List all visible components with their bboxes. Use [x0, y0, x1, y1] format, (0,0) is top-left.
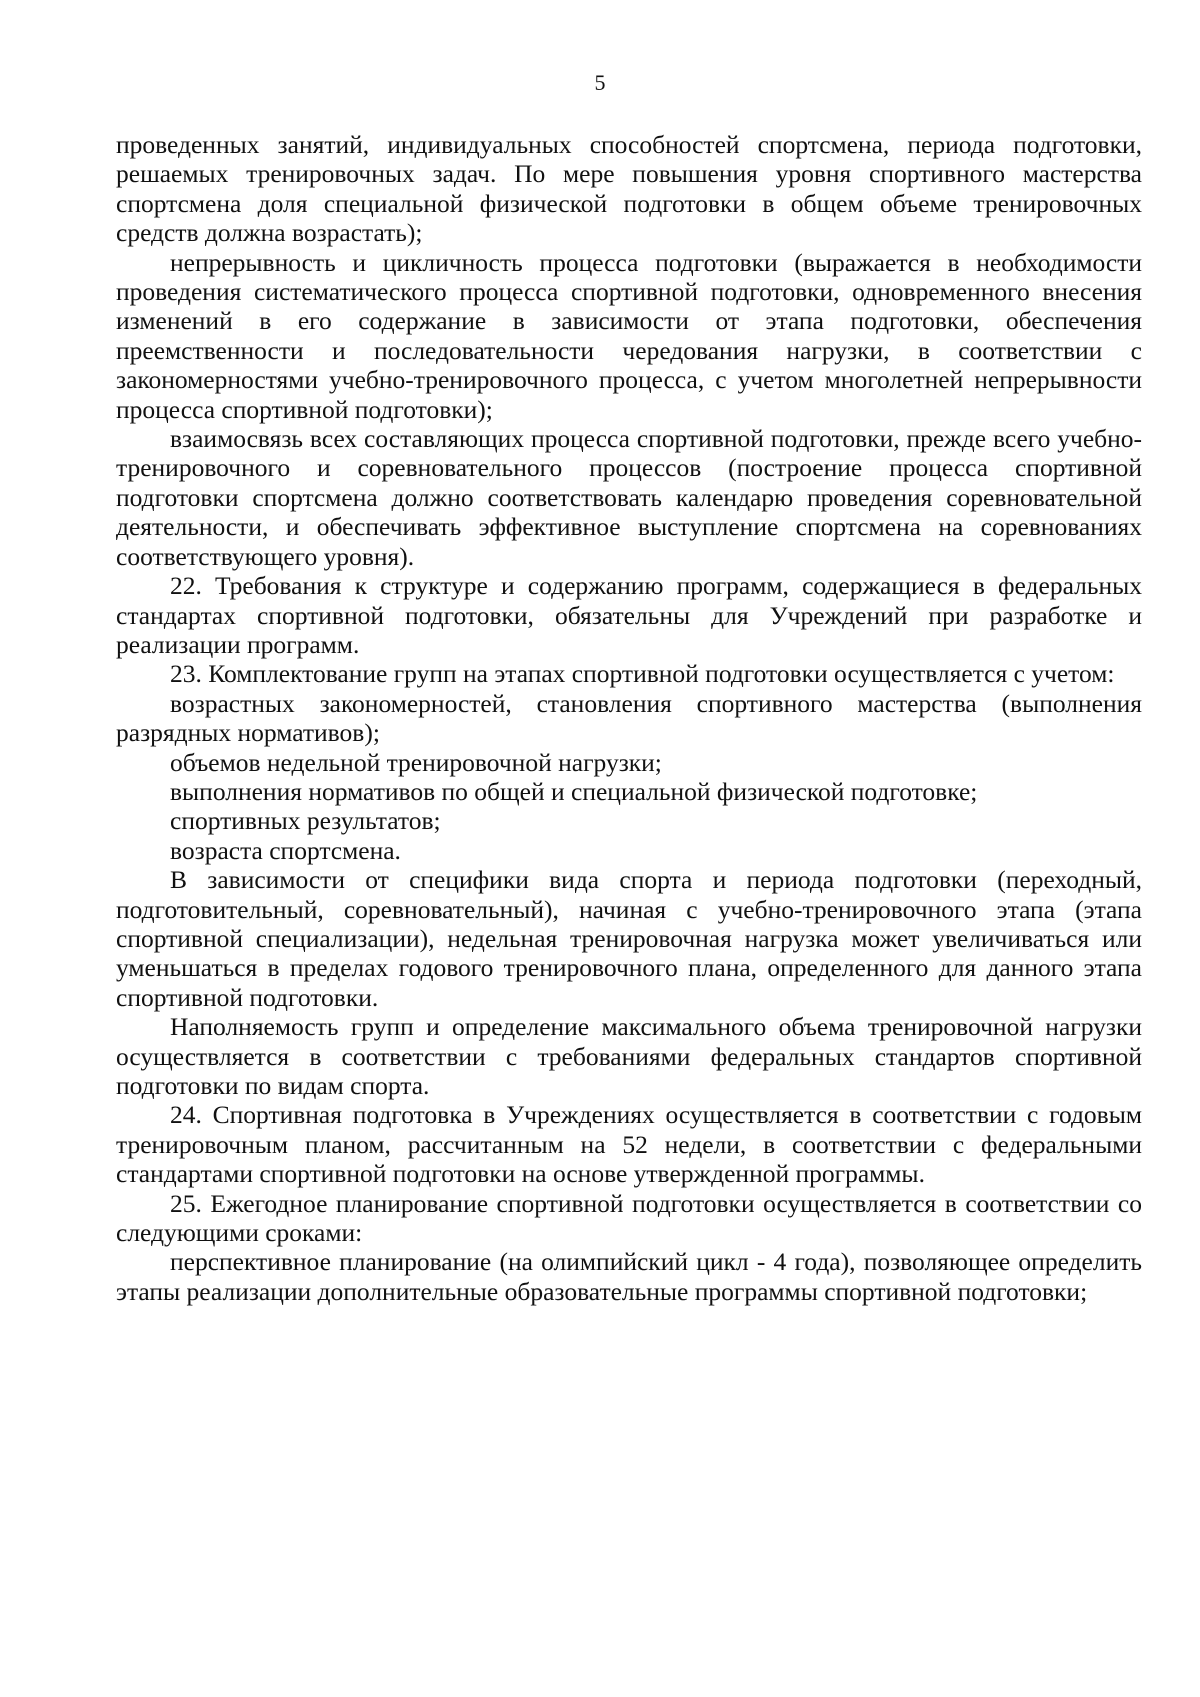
list-item-long-term-planning: перспективное планирование (на олимпийский цикл - 4 года), позволяющее определить этапы реализации дополнительные образовательные программы спортивной подготовки; [116, 1247, 1142, 1306]
paragraph-22: 22. Требования к структуре и содержанию программ, содержащиеся в федеральных стандартах спортивной подготовки, обязательны для Учреждений при разработке и реализации программ. [116, 571, 1142, 659]
page-number: 5 [594, 70, 606, 95]
paragraph-continuation: проведенных занятий, индивидуальных способностей спортсмена, периода подготовки, решаемых тренировочных задач. По мере повышения уровня спортивного мастерства спортсмена доля специальной физической подготовки в общем объеме тренировочных средств должна возрастать); [116, 130, 1142, 248]
document-body [116, 130, 1142, 1306]
paragraph-24: 24. Спортивная подготовка в Учреждениях осуществляется в соответствии с годовым тренировочным планом, рассчитанным на 52 недели, в соответствии с федеральными стандартами спортивной подготовки на основе утвержденной программы. [116, 1100, 1142, 1189]
paragraph-interconnection-principle: взаимосвязь всех составляющих процесса спортивной подготовки, прежде всего учебно-тренировочного и соревновательного процессов (построение процесса спортивной подготовки спортсмена должно соответствовать календарю проведения соревновательной деятельности, и обеспечивать эффективное выступление спортсмена на соревнованиях соответствующего уровня). [116, 424, 1142, 571]
list-item-athlete-age: возраста спортсмена. [170, 835, 401, 865]
paragraph-continuity-principle: непрерывность и цикличность процесса подготовки (выражается в необходимости проведения систематического процесса спортивной подготовки, одновременного внесения изменений в его содержание в зависимости от этапа подготовки, обеспечения преемственности и последовательности чередования нагрузки, в соответствии с закономерностями учебно-тренировочного процесса, с учетом многолетней непрерывности процесса спортивной подготовки); [116, 247, 1142, 424]
paragraph-23: 23. Комплектование групп на этапах спортивной подготовки осуществляется с учетом: [170, 659, 1115, 689]
paragraph-load-variation: В зависимости от специфики вида спорта и периода подготовки (переходный, подготовительный, соревновательный), начиная с учебно-тренировочного этапа (этапа спортивной специализации), недельная тренировочная нагрузка может увеличиваться или уменьшаться в пределах годового тренировочного плана, определенного для данного этапа спортивной подготовки. [116, 865, 1142, 1012]
paragraph-group-occupancy: Наполняемость групп и определение максимального объема тренировочной нагрузки осуществляется в соответствии с требованиями федеральных стандартов спортивной подготовки по видам спорта. [116, 1012, 1142, 1100]
list-item-norms: выполнения нормативов по общей и специальной физической подготовке; [170, 776, 978, 806]
list-item-age-patterns: возрастных закономерностей, становления спортивного мастерства (выполнения разрядных нормативов); [116, 688, 1142, 748]
list-item-results: спортивных результатов; [170, 806, 441, 836]
paragraph-25: 25. Ежегодное планирование спортивной подготовки осуществляется в соответствии со следующими сроками: [116, 1188, 1142, 1248]
list-item-weekly-load: объемов недельной тренировочной нагрузки; [170, 747, 662, 777]
